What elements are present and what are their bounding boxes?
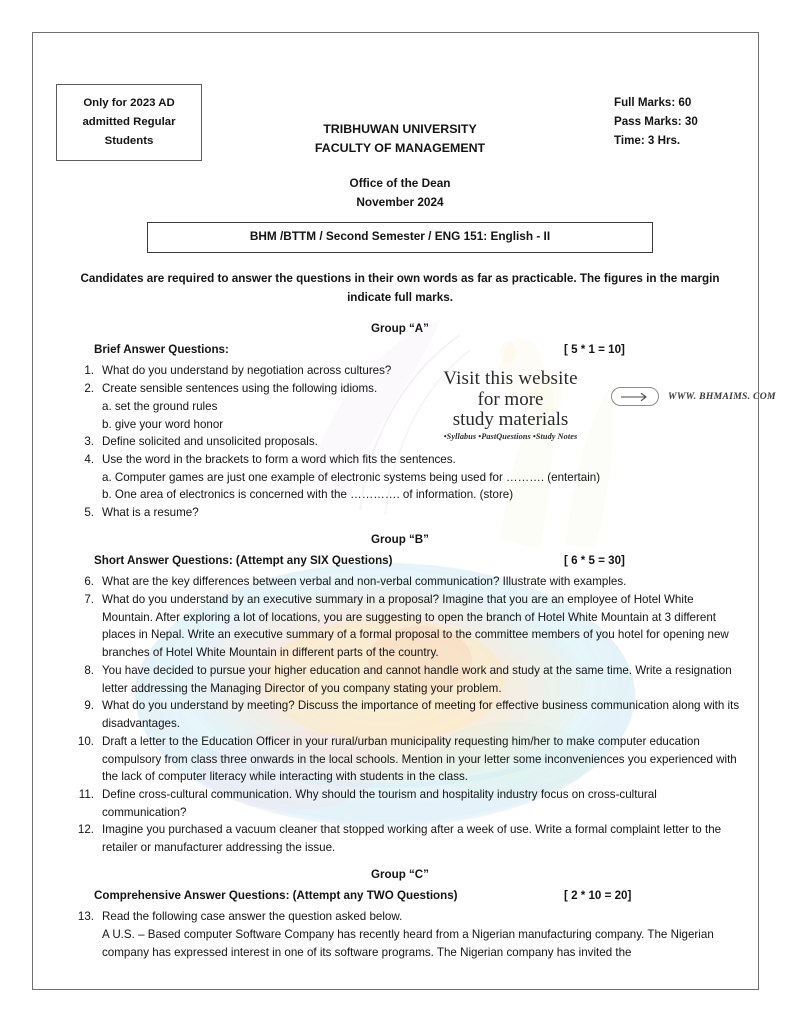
question-list [56,573,744,857]
question-text: Define cross-cultural communication. Why should the tourism and hospitality industry focus on cross-cultural communication? [102,787,657,819]
section-header [56,887,744,905]
question-text: Imagine you purchased a vacuum cleaner that stopped working after a week of use. Write a formal complaint letter to the retailer or manufacturer addressing the issue. [102,823,722,855]
group-title: Group “C” [371,867,429,881]
question-item [56,573,744,591]
question-text: What is a resume? [102,506,199,520]
group-title: Group “B” [371,532,429,546]
groups-container [56,320,744,961]
section-label: Brief Answer Questions: [94,342,229,356]
question-item [56,697,744,732]
faculty-name: FACULTY OF MANAGEMENT [314,141,486,156]
question-number: 7. [84,592,94,606]
promo-website-url: WWW. BHMAIMS. COM [668,391,776,402]
question-number: 12. [77,823,94,837]
question-text: Define solicited and unsolicited proposals. [102,435,318,449]
question-item [56,504,744,522]
office-of-dean: Office of the Dean [349,176,451,190]
question-text: You have decided to pursue your higher education and cannot handle work and study at the same time. Write a resignation letter addressing the Managing Director of you company stating your problem. [102,663,732,695]
question-subitem: b. One area of electronics is concerned with the …………. of information. (store) [102,488,514,502]
question-item [56,786,744,821]
question-number: 1. [84,364,94,378]
question-text: Create sensible sentences using the following idioms. [102,382,378,396]
question-number: 2. [84,382,94,396]
question-item [56,362,744,380]
question-number: 10. [77,734,94,748]
question-text: What do you understand by an executive summary in a proposal? Imagine that you are an employee of Hotel White Mountain. After exploring a lot of locations, you are suggesting to open the branch of Hotel White Mountain at 3 different places in Nepal. Write an executive summary of a formal proposal to the committee members of you hotel for opening new branches of Hotel White Mountain in different parts of the country. [102,592,729,660]
question-item [56,591,744,662]
promo-line-4: •Syllabus •PastQuestions •Study Notes [443,431,578,441]
university-name: TRIBHUWAN UNIVERSITY [323,122,477,136]
question-number: 5. [84,506,94,520]
question-number: 3. [84,435,94,449]
question-number: 4. [84,453,94,466]
question-number: 6. [84,575,94,589]
pass-marks: Pass Marks: 30 [614,114,698,128]
question-text: Draft a letter to the Education Officer in your rural/urban municipality requesting him/her to make computer education compulsory from class three onwards in the local schools. Mention in your letter some inconveniences you experienced with the lack of computer literacy while interacting with students in the class. [102,734,737,784]
question-item [56,433,744,451]
question-text: What do you understand by negotiation across cultures? [102,364,392,378]
promo-line-3: study materials [452,409,569,431]
eligibility-notice-box [56,84,202,161]
question-subitem: b. give your word honor [102,417,224,431]
question-number: 11. [78,787,94,801]
section-header [56,552,744,570]
section-label: Comprehensive Answer Questions: (Attempt any TWO Questions) [94,888,458,902]
instructions-text: Candidates are required to answer the questions in their own words as far as practicable. The figures in the margin indicate full marks. [80,272,720,304]
section-label: Short Answer Questions: (Attempt any SIX Questions) [94,553,393,567]
notice-line-3: Students [104,134,154,147]
notice-line-2: admitted Regular [82,115,176,128]
section-marks: [ 6 * 5 = 30] [564,553,625,567]
question-item [56,733,744,786]
exam-time: Time: 3 Hrs. [614,133,681,147]
exam-content [56,76,744,961]
question-item [56,908,744,961]
section-header [56,341,744,359]
notice-line-1: Only for 2023 AD [83,97,175,109]
question-list [56,362,744,522]
header-row [56,76,744,160]
question-text: Use the word in the brackets to form a word which fits the sentences. [102,453,456,466]
exam-date: November 2024 [356,195,444,210]
group-title: Group “A” [371,322,429,336]
question-subitem: A U.S. – Based computer Software Company has recently heard from a Nigerian manufacturing company. The Nigerian company has expressed interest in one of its software programs. The Nigerian company has invited the [102,927,714,959]
question-subitem: a. Computer games are just one example of electronic systems being used for ………. (entertain) [102,470,601,484]
question-item [56,662,744,697]
full-marks: Full Marks: 60 [614,96,692,109]
question-text: What are the key differences between verbal and non-verbal communication? Illustrate with examples. [102,575,627,589]
question-number: 9. [84,699,94,713]
question-item [56,380,744,433]
course-title-box [147,222,653,253]
office-heading [56,174,744,212]
question-subitem: a. set the ground rules [102,399,218,413]
promo-line-2: for more [477,388,544,410]
question-text: What do you understand by meeting? Discuss the importance of meeting for effective business communication along with its disadvantages. [102,699,740,731]
question-text: Read the following case answer the question asked below. [102,910,403,924]
marks-info-box [614,94,744,150]
section-marks: [ 5 * 1 = 10] [564,342,625,356]
question-number: 8. [84,663,94,677]
question-item [56,451,744,504]
question-number: 13. [77,910,94,924]
question-list [56,908,744,961]
promo-line-1: Visit this website [443,368,578,389]
course-line: BHM /BTTM / Second Semester / ENG 151: English - II [249,229,551,244]
question-item [56,821,744,856]
section-marks: [ 2 * 10 = 20] [564,888,632,902]
